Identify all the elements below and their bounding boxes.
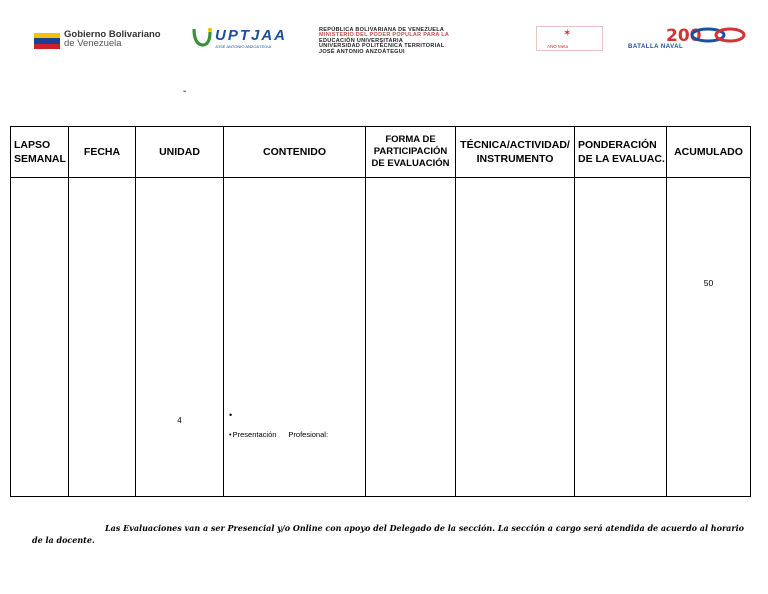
evaluation-note: Las Evaluaciones van a ser Presencial y/o Online con apoyo del Delegado de la sección. La sección a cargo será atendida de acuerdo al horario de la docente.	[32, 523, 744, 545]
star-burst-icon: ✶	[563, 28, 572, 39]
bicentenario-logo: 200 BATALLA NAVAL	[608, 26, 754, 52]
header-ponderacion: PONDERACIÓN DE LA EVALUAC.	[575, 127, 667, 178]
header-tecnica-actividad-instrumento: TÉCNICA/ACTIVIDAD/ INSTRUMENTO	[456, 127, 575, 178]
gobierno-bolivariano-logo	[34, 27, 186, 51]
uptjaa-mark-icon	[191, 26, 213, 48]
cell-contenido	[224, 178, 366, 497]
content-bullet: •	[229, 410, 233, 420]
anniversary-logo: ✶ AÑO Meta	[536, 26, 603, 51]
cell-acumulado	[667, 178, 751, 497]
header-lapso-semanal: LAPSO SEMANAL	[11, 127, 69, 178]
header-forma-participacion: FORMA DE PARTICIPACIÓN DE EVALUACIÓN	[366, 127, 456, 178]
header-banner	[34, 26, 754, 55]
header-unidad: UNIDAD	[136, 127, 224, 178]
table-row	[11, 178, 751, 497]
acumulado-value: 50	[703, 278, 714, 288]
cell-unidad	[136, 178, 224, 497]
header-fecha: FECHA	[69, 127, 136, 178]
uptjaa-logo: UPTJAA JOSÉ ANTONIO ANZOÁTEGUI	[191, 26, 313, 52]
ministry-text: REPÚBLICA BOLIVARIANA DE VENEZUELA MINISTERIO DEL PODER POPULAR PARA LA EDUCACIÓN UNIVERSITARIA UNIVERSIDAD POLITÉCNICA TERRITORIAL JOSÉ ANTONIO ANZOÁTEGUI	[319, 27, 450, 55]
table-header-row	[11, 127, 751, 178]
unidad-value: 4	[177, 416, 182, 425]
gobierno-text: Gobierno Bolivariano de Venezuela	[64, 29, 161, 49]
header-acumulado: ACUMULADO	[667, 127, 751, 178]
cell-forma	[366, 178, 456, 497]
venezuela-flag-icon	[34, 33, 60, 49]
evaluation-plan-table	[10, 126, 751, 497]
content-topic: •Presentación Profesional:	[229, 430, 329, 439]
cell-fecha	[69, 178, 136, 497]
cell-ponderacion	[575, 178, 667, 497]
header-contenido: CONTENIDO	[224, 127, 366, 178]
separator-dash: -	[183, 86, 187, 97]
bicentenario-200-icon	[608, 26, 754, 44]
cell-lapso	[11, 178, 69, 497]
cell-tecnica	[456, 178, 575, 497]
svg-text:200: 200	[666, 26, 702, 44]
